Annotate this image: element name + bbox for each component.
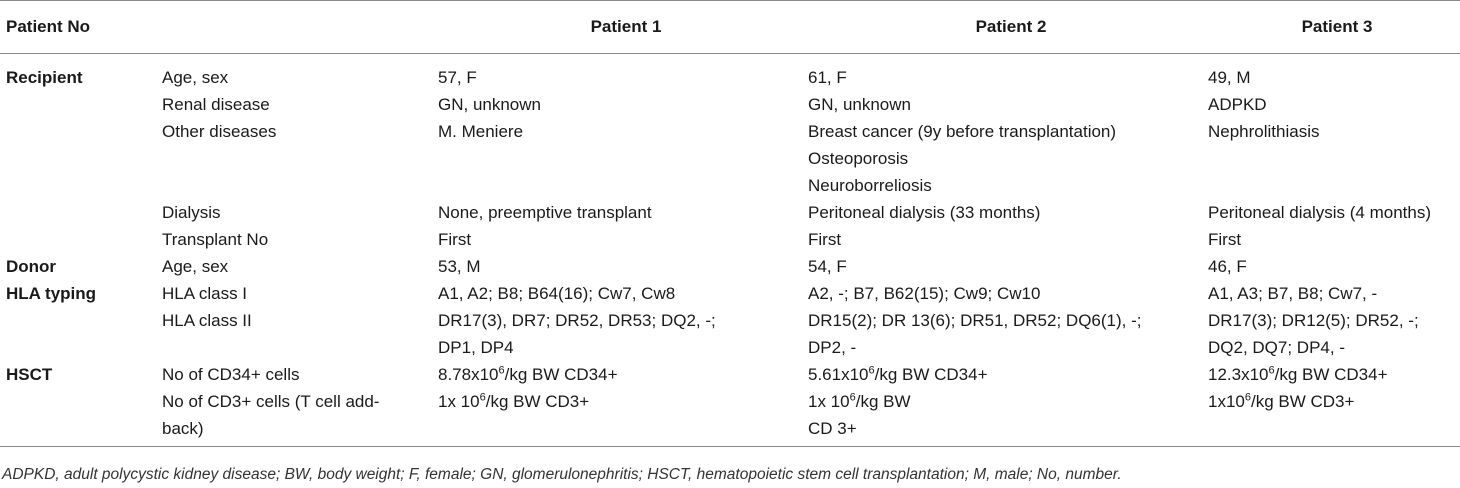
- cell-p1: A1, A2; B8; B64(16); Cw7, Cw8: [438, 284, 676, 303]
- table-row: [0, 54, 1460, 92]
- header-patient-3: Patient 3: [1301, 17, 1373, 36]
- category-hsct: HSCT: [6, 365, 53, 384]
- cell-p2: A2, -; B7, B62(15); Cw9; Cw10: [808, 284, 1041, 303]
- cell-p2: 54, F: [808, 257, 847, 276]
- cell-p3: A1, A3; B7, B8; Cw7, -: [1208, 284, 1378, 303]
- cell-line: No of CD3+ cells (T cell add-: [162, 392, 380, 411]
- cell-p2: GN, unknown: [808, 95, 911, 114]
- row-label: HLA class II: [162, 311, 252, 330]
- cell-line: DQ2, DQ7; DP4, -: [1208, 338, 1345, 357]
- row-label: No of CD34+ cells: [162, 365, 300, 384]
- category-donor: Donor: [6, 257, 57, 276]
- table-footnote: ADPKD, adult polycystic kidney disease; BW, body weight; F, female; GN, glomerulonephritis; HSCT, hematopoietic stem cell transplantation; M, male; No, number.: [2, 466, 1122, 483]
- table-row: [0, 253, 1460, 280]
- cell-p1: 53, M: [438, 257, 481, 276]
- table-row: [0, 91, 1460, 118]
- row-label: Renal disease: [162, 95, 270, 114]
- row-label: Age, sex: [162, 68, 229, 87]
- cell-p3: ADPKD: [1208, 95, 1267, 114]
- cell-p3: 46, F: [1208, 257, 1247, 276]
- category-recipient: Recipient: [6, 68, 83, 87]
- cell-p3: Nephrolithiasis: [1208, 122, 1320, 141]
- category-hla-typing: HLA typing: [6, 284, 97, 303]
- row-label: Other diseases: [162, 122, 277, 141]
- table-row: [0, 280, 1460, 307]
- cell-line: DP2, -: [808, 338, 857, 357]
- cell-p3: First: [1208, 230, 1242, 249]
- cell-p2: 61, F: [808, 68, 847, 87]
- cell-line: DP1, DP4: [438, 338, 514, 357]
- cell-p3: [1208, 307, 1460, 361]
- cell-line: DR17(3), DR7; DR52, DR53; DQ2, -;: [438, 311, 716, 330]
- cell-line: Breast cancer (9y before transplantation): [808, 122, 1117, 141]
- cell-p1: First: [438, 230, 472, 249]
- header-blank: [162, 1, 438, 54]
- cell-line: 1x $10^6/kg$ BW: [808, 391, 911, 411]
- header-patient-2: Patient 2: [975, 17, 1047, 36]
- cell-p1: $8.78x10^6/kg$ BW CD34+: [438, 364, 618, 384]
- table-row: [0, 307, 1460, 361]
- cell-p3: 49, M: [1208, 68, 1251, 87]
- row-label: [162, 388, 438, 447]
- cell-line: Osteoporosis: [808, 149, 909, 168]
- row-label: Dialysis: [162, 203, 221, 222]
- row-label: Age, sex: [162, 257, 229, 276]
- table-row: [0, 226, 1460, 253]
- table-row: [0, 388, 1460, 447]
- cell-p3: $1x10^6/kg$ BW CD3+: [1208, 391, 1355, 411]
- cell-line: DR15(2); DR 13(6); DR51, DR52; DQ6(1), -;: [808, 311, 1142, 330]
- cell-p1: 57, F: [438, 68, 477, 87]
- cell-line: back): [162, 419, 204, 438]
- table-row: [0, 361, 1460, 388]
- cell-p1: 1x $10^6/kg$ BW CD3+: [438, 391, 590, 411]
- cell-line: Neuroborreliosis: [808, 176, 932, 195]
- row-label: HLA class I: [162, 284, 248, 303]
- cell-p2: $5.61x10^6/kg$ BW CD34+: [808, 364, 988, 384]
- cell-p3: $12.3x10^6/kg$ BW CD34+: [1208, 364, 1388, 384]
- cell-p1: M. Meniere: [438, 122, 524, 141]
- cell-p2: First: [808, 230, 842, 249]
- cell-p2: [808, 388, 1208, 447]
- table-header-row: [0, 1, 1460, 54]
- table-row: [0, 118, 1460, 199]
- cell-p2: [808, 118, 1208, 199]
- header-patient-no: Patient No: [6, 17, 91, 36]
- row-label: Transplant No: [162, 230, 269, 249]
- cell-line: DR17(3); DR12(5); DR52, -;: [1208, 311, 1419, 330]
- cell-p3: Peritoneal dialysis (4 months): [1208, 203, 1431, 222]
- cell-line: CD 3+: [808, 419, 857, 438]
- cell-p1: GN, unknown: [438, 95, 541, 114]
- table-row: [0, 199, 1460, 226]
- cell-p1: [438, 307, 808, 361]
- cell-p2: [808, 307, 1208, 361]
- header-patient-1: Patient 1: [590, 17, 662, 36]
- cell-p2: Peritoneal dialysis (33 months): [808, 203, 1041, 222]
- cell-p1: None, preemptive transplant: [438, 203, 652, 222]
